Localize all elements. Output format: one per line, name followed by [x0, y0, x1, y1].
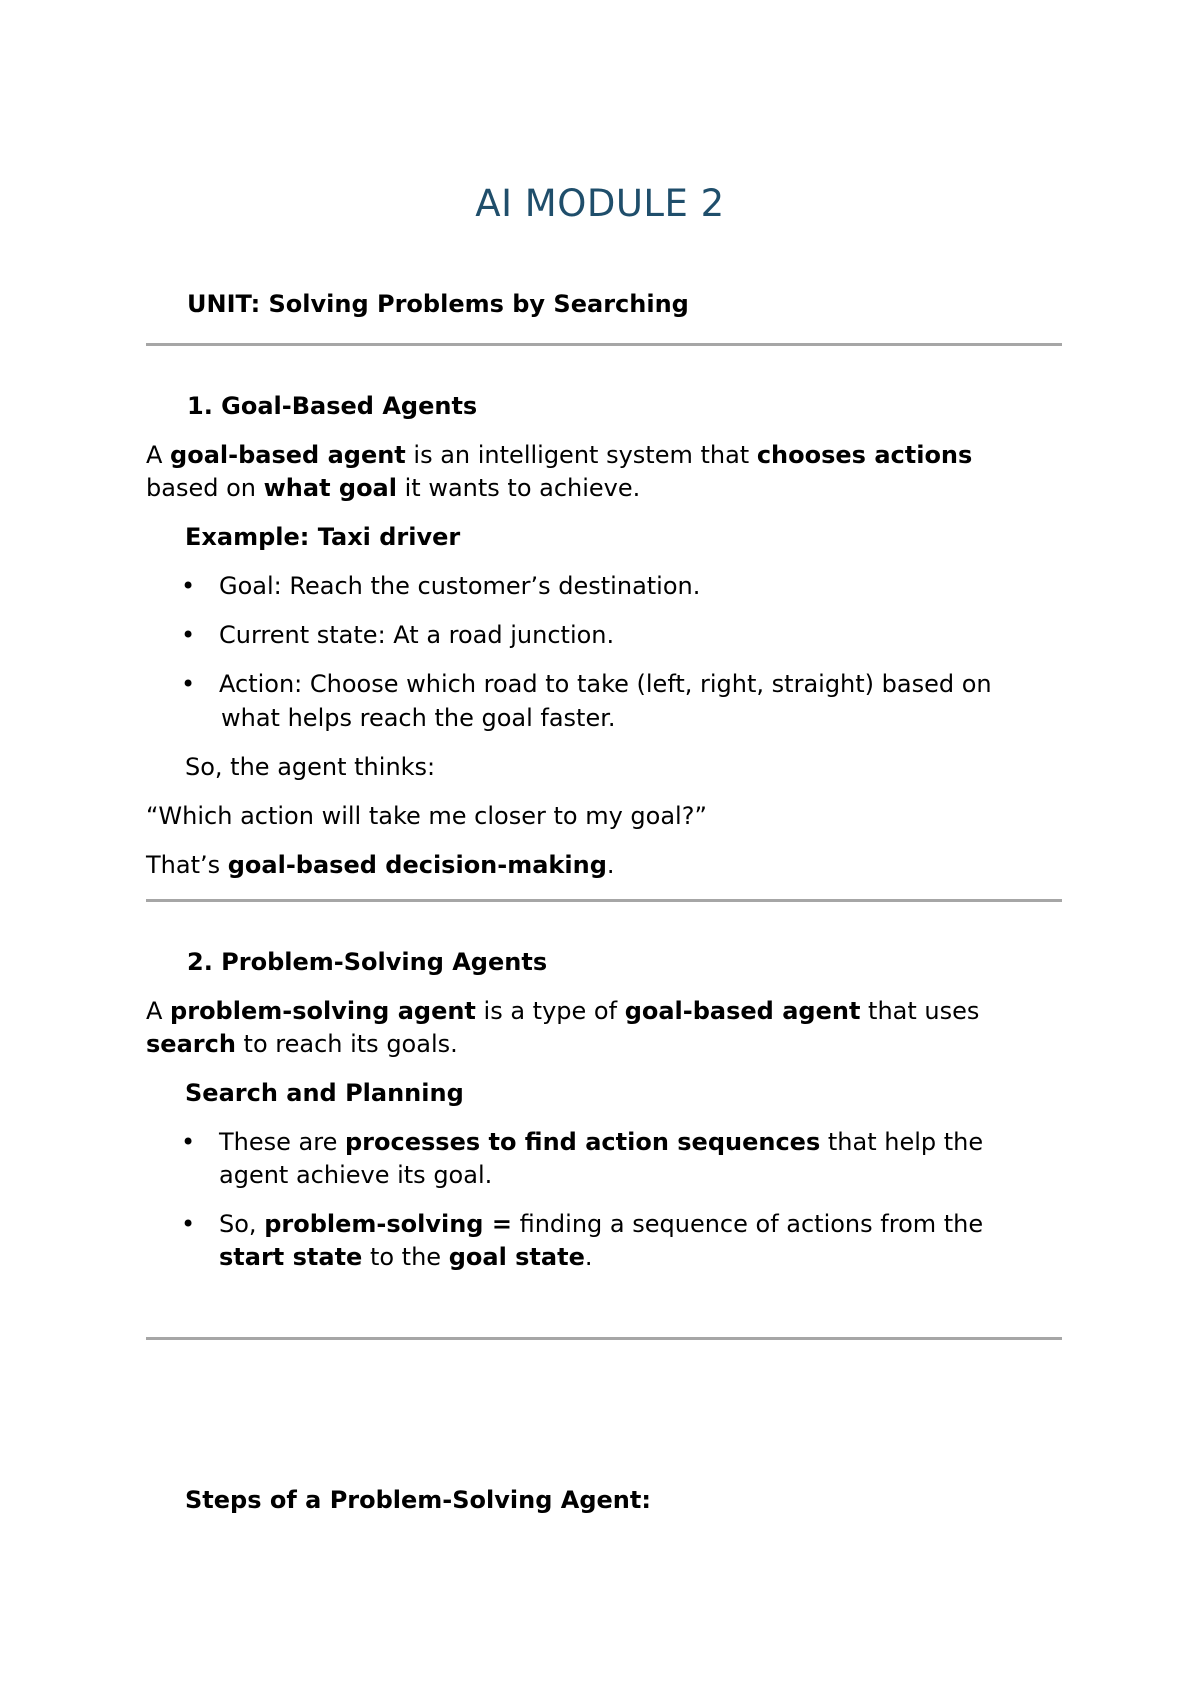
text-run: based on: [146, 474, 264, 502]
horizontal-rule: [146, 899, 1062, 902]
list-item: Current state: At a road junction.: [219, 621, 615, 649]
bullet-icon: •: [181, 670, 196, 698]
list-item: Goal: Reach the customer’s destination.: [219, 572, 701, 600]
bold-term: processes to find action sequences: [344, 1128, 821, 1156]
text-run: it wants to achieve.: [396, 474, 641, 502]
text-run: A: [146, 997, 171, 1025]
text-run: to the: [362, 1243, 449, 1271]
paragraph-line: [146, 997, 979, 1025]
bold-term: goal-based decision-making: [227, 851, 607, 879]
paragraph-line: [146, 474, 640, 502]
bold-term: goal-based agent: [170, 441, 406, 469]
text-run: that help the: [820, 1128, 984, 1156]
paragraph-line: So, the agent thinks:: [185, 753, 436, 781]
list-item: Action: Choose which road to take (left, right, straight) based on: [219, 670, 992, 698]
section-heading-problem-solving-agents: 2. Problem-Solving Agents: [187, 948, 548, 976]
text-run: A: [146, 441, 171, 469]
unit-heading: UNIT: Solving Problems by Searching: [187, 290, 689, 318]
paragraph-line: [146, 851, 615, 879]
list-item: [219, 1210, 983, 1238]
bold-term: problem-solving agent: [170, 997, 476, 1025]
list-item-continuation: [219, 1243, 593, 1271]
text-run: finding a sequence of actions from the: [511, 1210, 984, 1238]
paragraph-line: [146, 1030, 458, 1058]
bold-term: search: [146, 1030, 236, 1058]
bullet-icon: •: [181, 572, 196, 600]
section-heading-steps: Steps of a Problem-Solving Agent:: [185, 1486, 651, 1514]
quote-line: “Which action will take me closer to my goal?”: [146, 802, 707, 830]
text-run: is an intelligent system that: [405, 441, 757, 469]
text-run: to reach its goals.: [235, 1030, 458, 1058]
text-run: is a type of: [475, 997, 625, 1025]
text-run: So,: [219, 1210, 265, 1238]
bold-term: goal-based agent: [624, 997, 861, 1025]
list-item-continuation: what helps reach the goal faster.: [221, 704, 616, 732]
list-item: [219, 1128, 983, 1156]
bold-term: start state: [219, 1243, 363, 1271]
document-title: AI MODULE 2: [475, 182, 725, 225]
section-heading-goal-based-agents: 1. Goal-Based Agents: [187, 392, 478, 420]
horizontal-rule: [146, 1337, 1062, 1340]
text-run: That’s: [146, 851, 228, 879]
bullet-icon: •: [181, 621, 196, 649]
bold-term: problem-solving =: [264, 1210, 512, 1238]
list-item-continuation: agent achieve its goal.: [219, 1161, 493, 1189]
text-run: These are: [219, 1128, 345, 1156]
subheading-search-planning: Search and Planning: [185, 1079, 464, 1107]
bullet-icon: •: [181, 1128, 196, 1156]
bold-term: chooses actions: [756, 441, 973, 469]
paragraph-line: [146, 441, 972, 469]
bold-term: what goal: [263, 474, 397, 502]
horizontal-rule: [146, 343, 1062, 346]
text-run: .: [584, 1243, 593, 1271]
text-run: that uses: [860, 997, 980, 1025]
bullet-icon: •: [181, 1210, 196, 1238]
bold-term: goal state: [448, 1243, 585, 1271]
example-label: Example: Taxi driver: [185, 523, 461, 551]
text-run: .: [606, 851, 615, 879]
